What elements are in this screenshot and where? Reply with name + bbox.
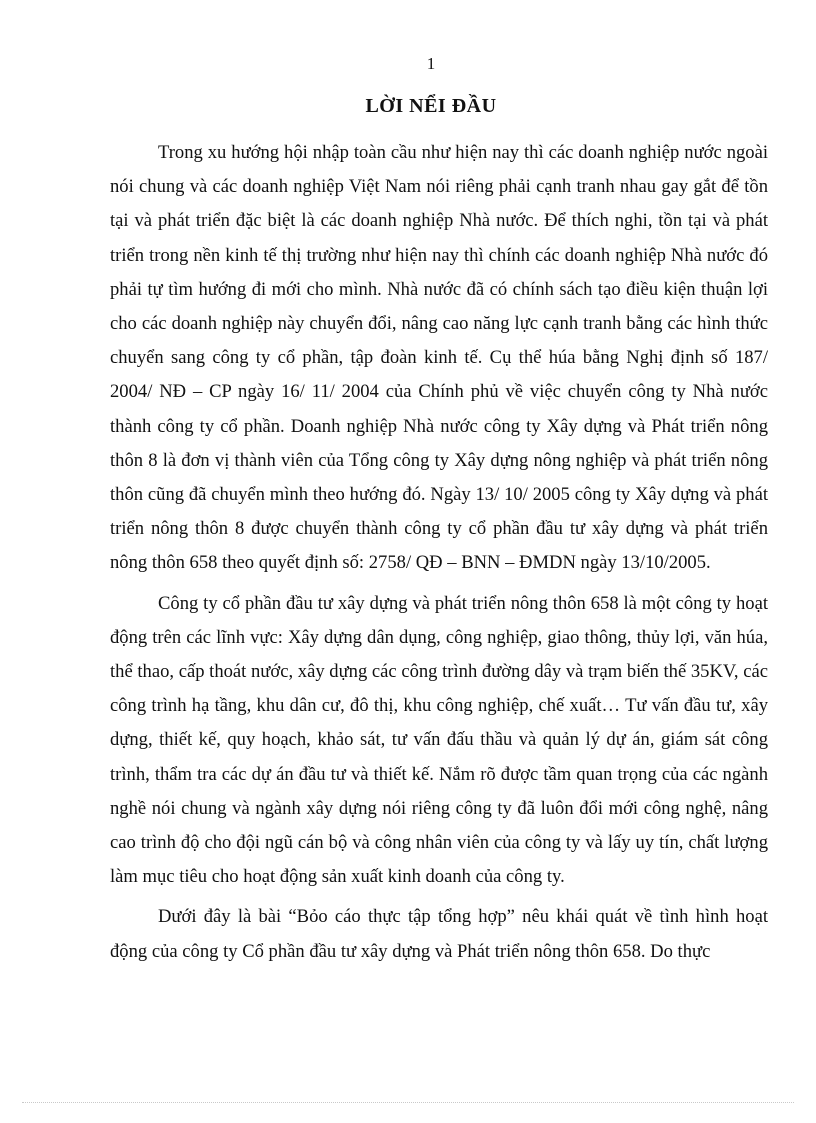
page-bottom-divider	[22, 1102, 794, 1103]
page-number: 1	[426, 54, 436, 73]
paragraph-3: Dưới đây là bài “Bỏo cáo thực tập tổng hợp” nêu khái quát về tình hình hoạt động của công ty Cổ phần đầu tư xây dựng và Phát triển nông thôn 658. Do thực	[110, 906, 768, 962]
paragraph-2: Công ty cổ phần đầu tư xây dựng và phát triển nông thôn 658 là một công ty hoạt động trên các lĩnh vực: Xây dựng dân dụng, công nghiệp, giao thông, thủy lợi, văn húa, thể thao, cấp thoát nước, xây dựng các công trình đường dây và trạm biến thế 35KV, các công trình hạ tầng, khu dân cư, đô thị, khu công nghiệp, chế xuất… Tư vấn đầu tư, xây dựng, thiết kế, quy hoạch, khảo sát, tư vấn đấu thầu và quản lý dự án, giám sát công trình, thẩm tra các dự án đầu tư và thiết kế. Nắm rõ được tầm quan trọng của các ngành nghề nói chung và ngành xây dựng nói riêng công ty đã luôn đổi mới công nghệ, nâng cao trình độ cho đội ngũ cán bộ và công nhân viên của công ty và lấy uy tín, chất lượng làm mục tiêu cho hoạt động sản xuất kinh doanh của công ty.	[110, 592, 768, 888]
body-text	[110, 136, 768, 975]
paragraph-1: Trong xu hướng hội nhập toàn cầu như hiện nay thì các doanh nghiệp nước ngoài nói chung và các doanh nghiệp Việt Nam nói riêng phải cạnh tranh nhau gay gắt để tồn tại và phát triển đặc biệt là các doanh nghiệp Nhà nước. Để thích nghi, tồn tại và phát triển trong nền kinh tế thị trường như hiện nay thì chính các doanh nghiệp Nhà nước đó phải tự tìm hướng đi mới cho mình. Nhà nước đã có chính sách tạo điều kiện thuận lợi cho các doanh nghiệp này chuyển đổi, nâng cao năng lực cạnh tranh bằng các hình thức chuyển sang công ty cổ phần, tập đoàn kinh tế. Cụ thể húa bằng Nghị định số 187/ 2004/ NĐ – CP ngày 16/ 11/ 2004 của Chính phủ về việc chuyển công ty Nhà nước thành công ty cổ phần. Doanh nghiệp Nhà nước công ty Xây dựng và Phát triển nông thôn 8 là đơn vị thành viên của Tổng công ty Xây dựng nông nghiệp và phát triển nông thôn cũng đã chuyển mình theo hướng đó. Ngày 13/ 10/ 2005 công ty Xây dựng và phát triển nông thôn 8 được chuyển thành công ty cổ phần đầu tư xây dựng và phát triển nông thôn 658 theo quyết định số: 2758/ QĐ – BNN – ĐMDN ngày 13/10/2005.	[110, 142, 768, 574]
page-title: LỜI NỂI ĐẦU	[365, 95, 497, 117]
